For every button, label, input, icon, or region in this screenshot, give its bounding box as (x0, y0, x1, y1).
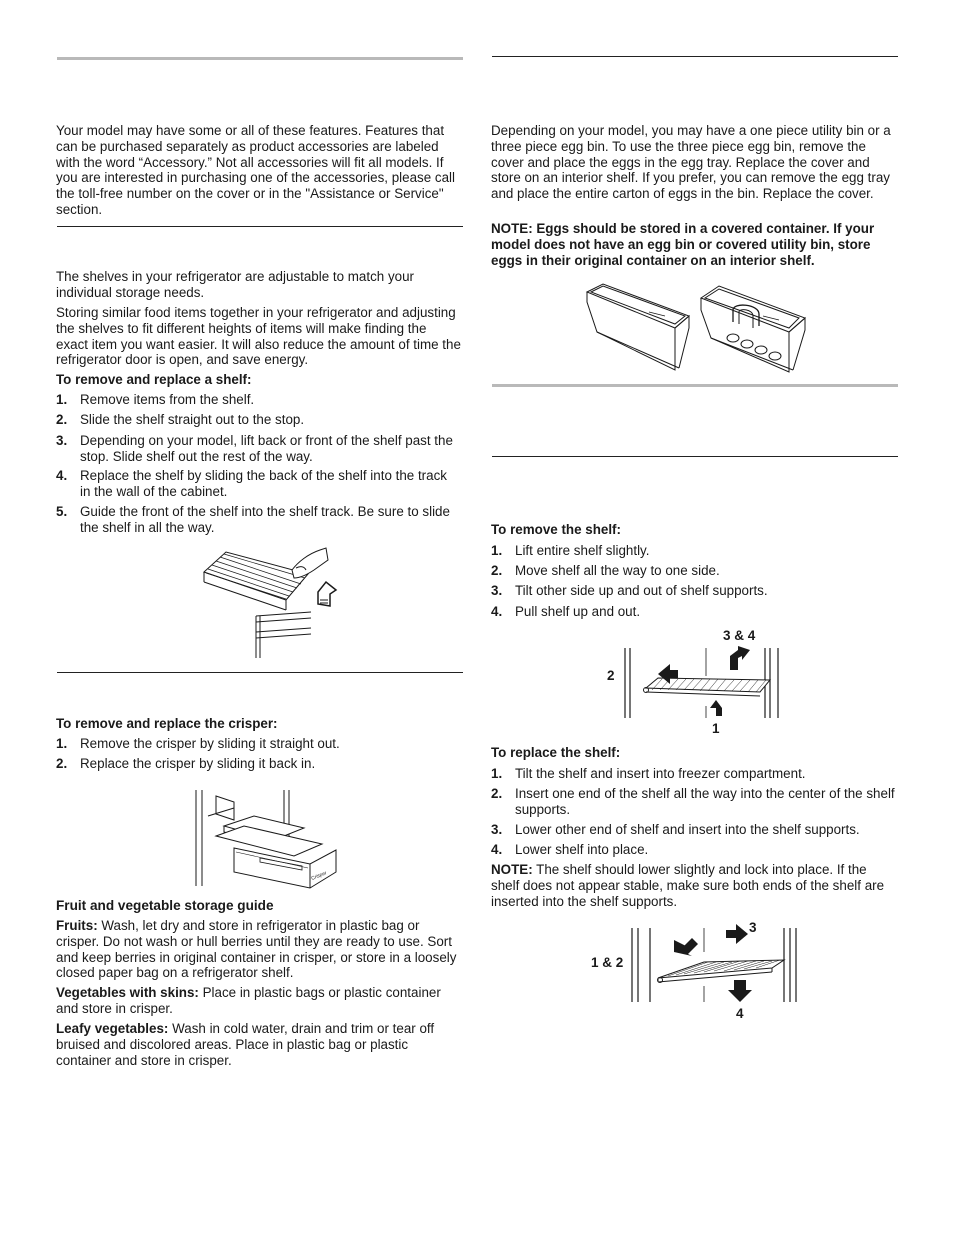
figure-label: 1 & 2 (591, 955, 624, 970)
vegetables-skins-paragraph: Vegetables with skins: Place in plastic bags or plastic container and store in crisper. (56, 985, 441, 1016)
shelf-illustration (196, 542, 346, 660)
section-rule-freezer-shelf (492, 456, 898, 457)
crisper-illustration (194, 786, 342, 888)
features-intro: Your model may have some or all of these features. Features that can be purchased separately as product accessories are labeled with the word “Accessory.” Not all accessories will fit all models. If you are interested in purchasing one of the accessories, please call the toll-free number on the cover or in the "Assistance or Service" section. (56, 123, 455, 217)
replace-shelf-heading: To replace the shelf: (491, 745, 621, 760)
fruits-paragraph: Fruits: Wash, let dry and store in refrigerator in plastic bag or crisper. Do not wash or hull berries until they are ready to use. Sort and keep berries in original container in crisper, or store in a loosely closed paper bag on a refrigerator shelf. (56, 918, 457, 981)
remove-shelf-illustration (600, 626, 790, 738)
shelves-paragraph-2: Storing similar food items together in your refrigerator and adjusting the shelves to fit different heights of items will make finding the exact item you want easier. It will also reduce the amount of time the refrigerator door is open, and save energy. (56, 305, 461, 368)
replace-shelf-note: NOTE: The shelf should lower slightly and lock into place. If the shelf does not appear stable, make sure both ends of the shelf are inserted into the shelf supports. (491, 862, 885, 909)
replace-shelf-illustration (588, 916, 802, 1024)
crisper-procedure-heading: To remove and replace the crisper: (56, 716, 278, 731)
figure-label: 1 (712, 721, 720, 736)
section-rule-crisper (57, 672, 463, 673)
remove-shelf-heading: To remove the shelf: (491, 522, 621, 537)
figure-label: 3 (749, 920, 757, 935)
section-rule-shelves (57, 226, 463, 227)
egg-bin-note: NOTE: Eggs should be stored in a covered container. If your model does not have an egg bin or covered utility bin, store eggs in their original container on an interior shelf. (491, 221, 875, 268)
section-rule-freezer (492, 384, 898, 387)
section-rule-top-right (492, 56, 898, 57)
shelf-procedure-heading: To remove and replace a shelf: (56, 372, 252, 387)
storage-guide-title: Fruit and vegetable storage guide (56, 898, 274, 913)
svg-text:Crisper: Crisper (310, 870, 328, 882)
egg-bin-illustration (583, 282, 805, 372)
shelves-paragraph-1: The shelves in your refrigerator are adjustable to match your individual storage needs. (56, 269, 415, 300)
figure-label: 4 (736, 1006, 744, 1021)
section-rule-top-left (57, 57, 463, 60)
leafy-vegetables-paragraph: Leafy vegetables: Wash in cold water, drain and trim or tear off bruised and discolored areas. Place in plastic bag or plastic container and store in crisper. (56, 1021, 435, 1068)
egg-bin-paragraph: Depending on your model, you may have a one piece utility bin or a three piece egg bin. To use the three piece egg bin, remove the cover and place the eggs in the egg tray. Replace the cover and store on an interior shelf. If you prefer, you can remove the egg tray and place the entire carton of eggs in the bin. Replace the cover. (491, 123, 891, 202)
figure-label: 3 & 4 (723, 628, 756, 643)
figure-label: 2 (607, 668, 615, 683)
